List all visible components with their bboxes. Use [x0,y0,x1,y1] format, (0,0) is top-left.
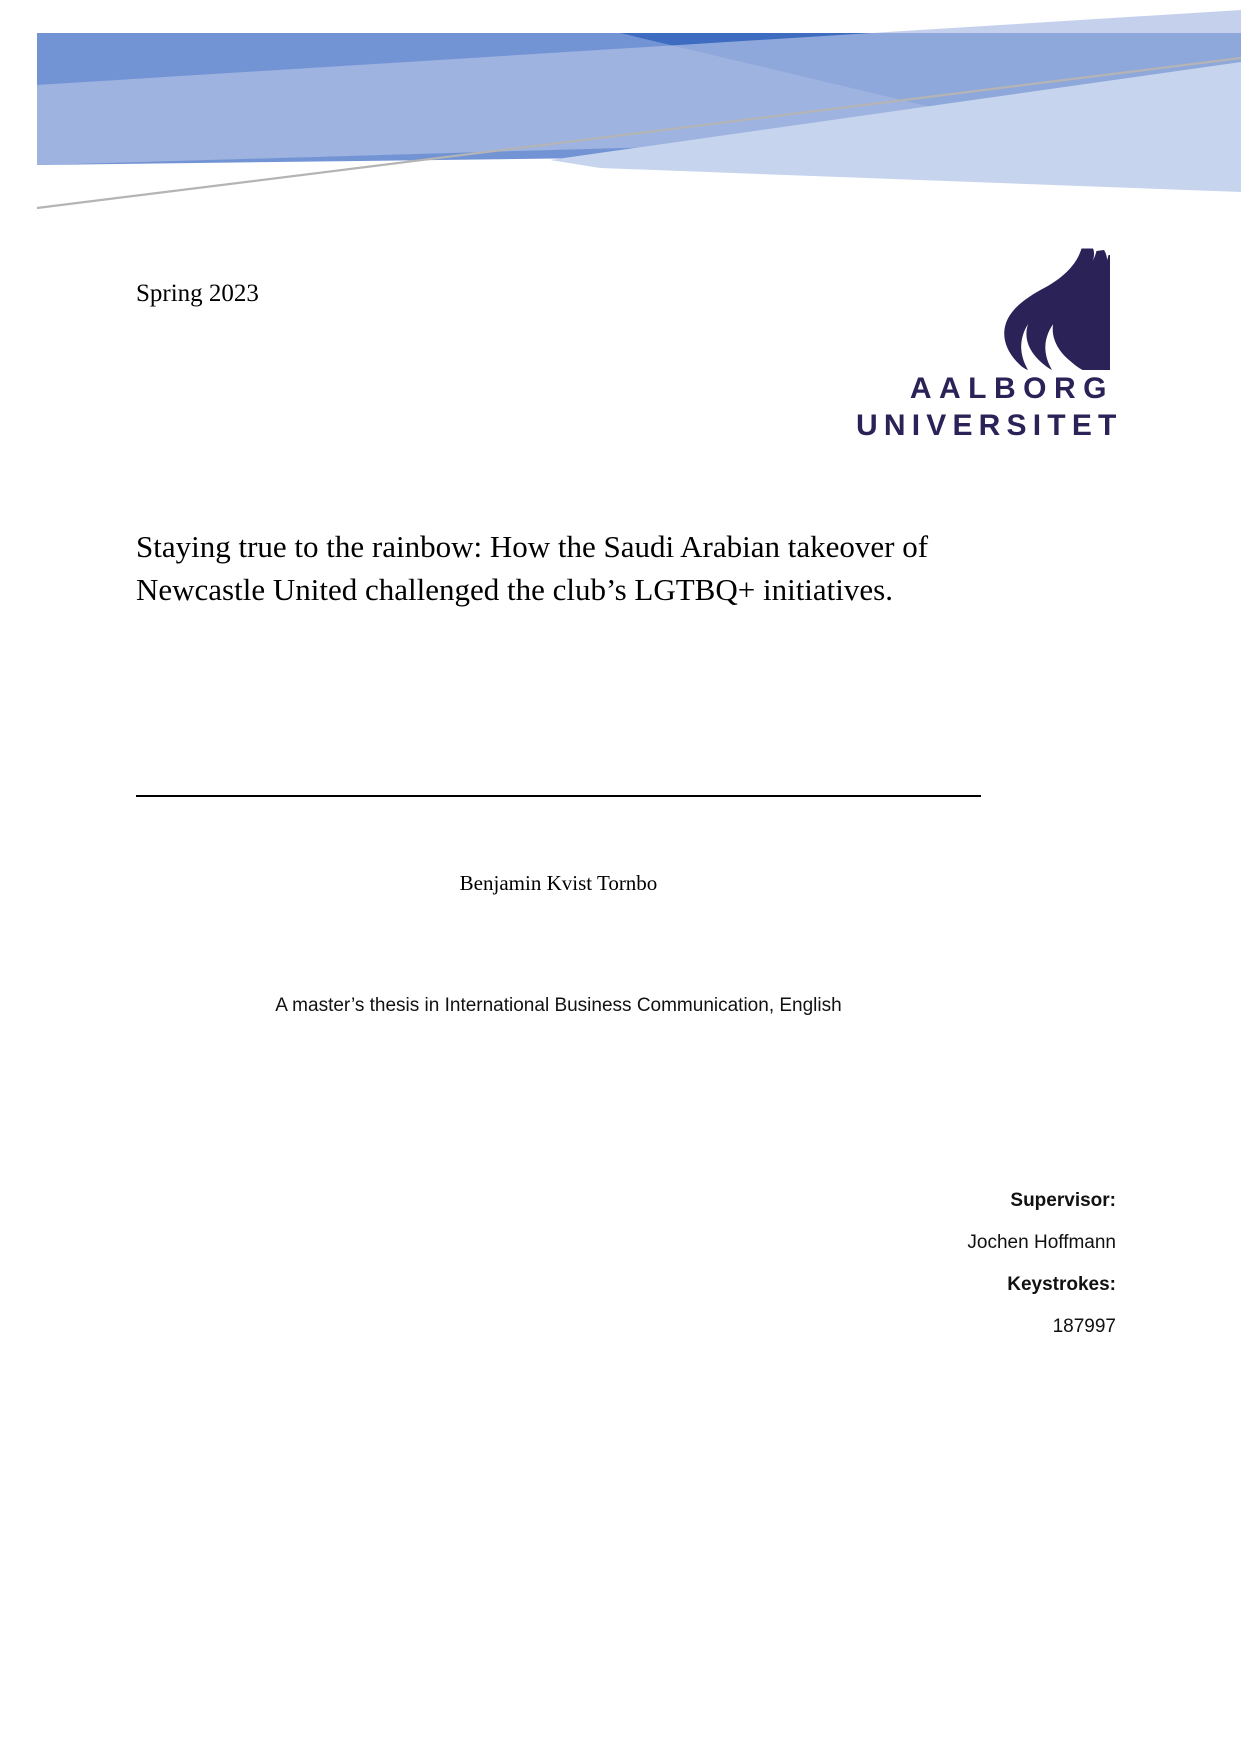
thesis-title: Staying true to the rainbow: How the Saudi Arabian takeover of Newcastle United challenged the club’s LGTBQ+ initiatives. [136,529,929,607]
university-logo [856,246,1123,444]
supervisor-label: Supervisor: [1010,1190,1116,1211]
metadata-block [696,1180,1116,1348]
decorative-banner [0,0,1241,240]
keystrokes-label: Keystrokes: [1007,1274,1116,1295]
aalborg-flame-icon [978,246,1110,370]
logo-wordmark-line1: AALBORG [909,372,1114,405]
thesis-description: A master’s thesis in International Business Communication, English [275,995,842,1016]
date-label: Spring 2023 [136,280,259,307]
logo-wordmark-line2: UNIVERSITET [856,409,1123,442]
author-name: Benjamin Kvist Tornbo [459,871,658,895]
supervisor-name: Jochen Hoffmann [967,1232,1116,1253]
keystrokes-value: 187997 [1052,1316,1116,1337]
banner-artwork [0,0,1241,240]
title-divider [136,795,981,797]
